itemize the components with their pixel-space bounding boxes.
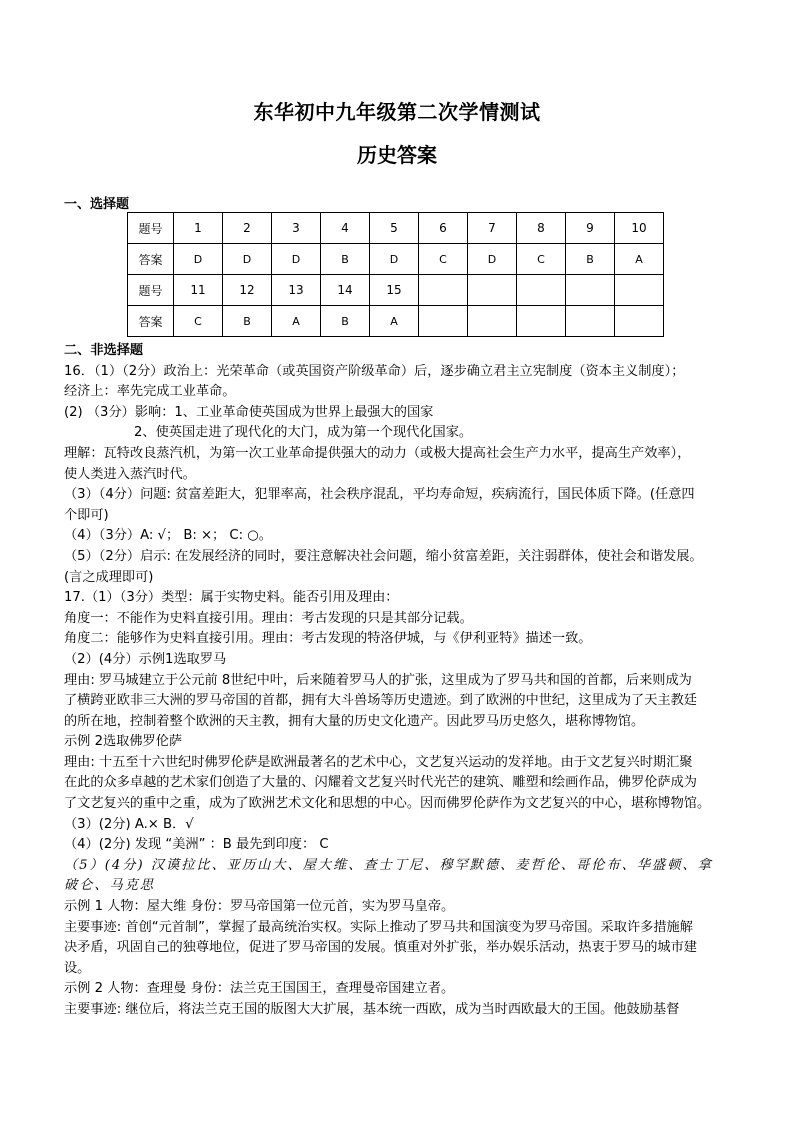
question-number: 3 [272, 213, 321, 244]
answer-cell [615, 306, 664, 337]
answer-line: 理解：瓦特改良蒸汽机，为第一次工业革命提供强大的动力（或极大提高社会生产力水平，提高生产效率）， [64, 445, 691, 461]
answer-line: 理由: 罗马城建立于公元前 8世纪中叶，后来随着罗马人的扩张，这里成为了罗马共和国的首都，后来则成为 [64, 672, 692, 688]
answer-cell [517, 306, 566, 337]
answer-cell: D [370, 244, 419, 275]
question-number: 9 [566, 213, 615, 244]
answer-line: 的所在地，控制着整个欧洲的天主教，拥有大量的历史文化遗产。因此罗马历史悠久，堪称博物馆。 [64, 713, 645, 729]
answer-cell [468, 306, 517, 337]
answer-line: 理由: 十五至十六世纪时佛罗伦萨是欧洲最著名的艺术中心，文艺复兴运动的发祥地。由于文艺复兴时期汇聚 [64, 754, 693, 770]
question-number: 10 [615, 213, 664, 244]
question-number: 1 [174, 213, 223, 244]
answer-body [64, 341, 744, 1021]
answer-line: （4）（3分）A: √； B: ×； C: ○。 [64, 528, 272, 544]
answer-cell: A [370, 306, 419, 337]
table-row [128, 244, 664, 275]
answer-line: 主要事迹: 首创“元首制”，掌握了最高统治实权。实际上推动了罗马共和国演变为罗马帝国。采取许多措施解 [64, 919, 693, 935]
answer-cell: C [517, 244, 566, 275]
row-header: 答案 [128, 244, 174, 275]
question-number [566, 275, 615, 306]
row-header: 题号 [128, 213, 174, 244]
answer-line: (2) （3分）影响：1、工业革命使英国成为世界上最强大的国家 [64, 404, 434, 420]
answer-line: （4）(2分) 发现 “美洲” ：B 最先到印度： C [64, 837, 329, 853]
answer-cell: D [272, 244, 321, 275]
question-number: 14 [321, 275, 370, 306]
question-number: 4 [321, 213, 370, 244]
answer-line: 了横跨亚欧非三大洲的罗马帝国的首都，拥有大斗兽场等历史遗迹。到了欧洲的中世纪，这里成为了天主教廷 [64, 693, 697, 709]
answer-cell: B [223, 306, 272, 337]
answer-line: （3）(2分) A.× B．√ [64, 816, 194, 832]
answer-cell: B [321, 244, 370, 275]
section-title-choice: 一、选择题 [64, 197, 130, 212]
answer-line: （5）(4分) 汉谟拉比、亚历山大、屋大维、查士丁尼、穆罕默德、麦哲伦、哥伦布、华盛顿、拿 [64, 857, 713, 873]
question-number: 8 [517, 213, 566, 244]
question-number [615, 275, 664, 306]
answer-cell [419, 306, 468, 337]
answer-cell: C [419, 244, 468, 275]
answer-cell: C [174, 306, 223, 337]
answer-line: 示例 2 人物：查理曼 身份：法兰克王国国王，查理曼帝国建立者。 [64, 981, 455, 997]
section-title-nonchoice: 二、非选择题 [64, 343, 144, 358]
answer-line: 主要事迹: 继位后，将法兰克王国的版图大大扩展，基本统一西欧，成为当时西欧最大的王国。他鼓励基督 [64, 1002, 680, 1017]
answer-cell [566, 306, 615, 337]
answer-cell: B [566, 244, 615, 275]
answer-cell: D [174, 244, 223, 275]
answer-line: （5）（2分）启示: 在发展经济的同时，要注意解决社会问题，缩小贫富差距，关注弱群体，使社会和谐发展。 [64, 548, 703, 564]
answer-line: 示例 2选取佛罗伦萨 [64, 734, 183, 750]
answer-cell: A [272, 306, 321, 337]
exam-title: 东华初中九年级第二次学情测试 [253, 100, 541, 124]
question-number [517, 275, 566, 306]
answer-line: (言之成理即可) [64, 569, 154, 585]
answer-line: （3）（4分）问题: 贫富差距大，犯罪率高，社会秩序混乱，平均寿命短，疾病流行，国民体质下降。(任意四 [64, 487, 695, 503]
answer-line: 决矛盾，巩固自己的独尊地位，促进了罗马帝国的发展。慎重对外扩张，举办娱乐活动，热衷于罗马的城市建 [64, 940, 697, 956]
question-number: 12 [223, 275, 272, 306]
answer-line: 在此的众多卓越的艺术家们创造了大量的、闪耀着文艺复兴时代光芒的建筑、雕塑和绘画作品，佛罗伦萨成为 [64, 775, 697, 791]
question-number: 13 [272, 275, 321, 306]
answer-cell: B [321, 306, 370, 337]
answer-line: 经济上：率先完成工业革命。 [64, 384, 236, 400]
question-number: 6 [419, 213, 468, 244]
answer-line: （2）(4分）示例1选取罗马 [64, 651, 227, 667]
table-row [128, 275, 664, 306]
answer-table [127, 212, 664, 337]
question-number [468, 275, 517, 306]
table-row [128, 306, 664, 337]
answer-line: 设。 [64, 960, 91, 976]
question-number: 2 [223, 213, 272, 244]
question-number: 15 [370, 275, 419, 306]
answer-cell: D [468, 244, 517, 275]
answer-line: 个即可) [64, 507, 109, 523]
answer-line: 使人类进入蒸汽时代。 [64, 466, 196, 482]
row-header: 题号 [128, 275, 174, 306]
answer-line: 了文艺复兴的重中之重，成为了欧洲艺术文化和思想的中心。因而佛罗伦萨作为文艺复兴的中心，堪称博物馆。 [64, 796, 711, 812]
answer-line: 角度一：不能作为史料直接引用。理由：考古发现的只是其部分记载。 [64, 610, 473, 626]
answer-line: 角度二：能够作为史料直接引用。理由：考古发现的特洛伊城，与《伊利亚特》描述一致。 [64, 631, 592, 647]
answer-cell: D [223, 244, 272, 275]
answer-line: 17.（1）（3分）类型：属于实物史料。能否引用及理由： [64, 590, 399, 606]
answer-line: 16．（1）（2分）政治上：光荣革命（或英国资产阶级革命）后，逐步确立君主立宪制度（资本主义制度）； [64, 363, 685, 379]
answer-line: 示例 1 人物：屋大维 身份：罗马帝国第一位元首，实为罗马皇帝。 [64, 899, 455, 915]
row-header: 答案 [128, 306, 174, 337]
question-number: 7 [468, 213, 517, 244]
question-number [419, 275, 468, 306]
answer-cell: A [615, 244, 664, 275]
answer-line: 2、使英国走进了现代化的大门，成为第一个现代化国家。 [134, 425, 473, 441]
table-row [128, 213, 664, 244]
answer-line: 破仑、马克思 [64, 878, 156, 894]
exam-subtitle: 历史答案 [357, 143, 437, 167]
question-number: 11 [174, 275, 223, 306]
question-number: 5 [370, 213, 419, 244]
